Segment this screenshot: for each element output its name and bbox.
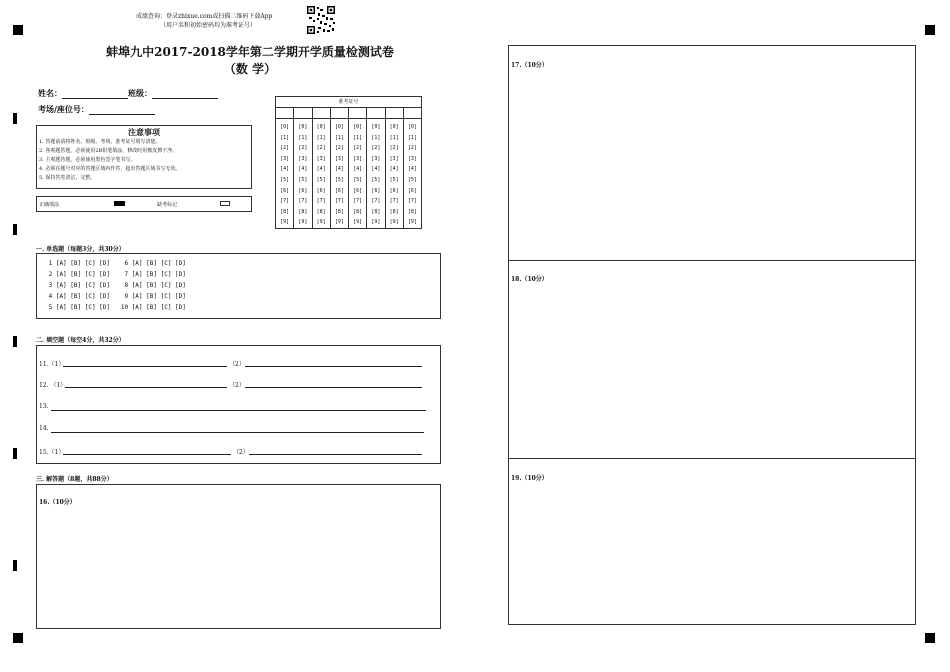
ticket-digit-bubble[interactable]: [7] [389, 198, 399, 205]
ticket-digit-bubble[interactable]: [9] [334, 219, 344, 226]
ticket-digit-bubble[interactable]: [4] [298, 166, 308, 173]
q12-label2: （2） [229, 382, 245, 389]
ticket-digit-bubble[interactable]: [4] [407, 166, 417, 173]
ticket-write-cells[interactable] [276, 108, 421, 119]
note-item: 5. 保持答卷清洁、完整。 [39, 175, 96, 181]
ticket-digit-bubble[interactable]: [3] [298, 155, 308, 162]
q19-answer-box[interactable] [509, 459, 915, 624]
ticket-digit-bubble[interactable]: [1] [334, 134, 344, 141]
ticket-digit-bubble[interactable]: [6] [280, 187, 290, 194]
q19-label: 19.（10分） [511, 475, 548, 482]
ticket-digit-bubble[interactable]: [2] [407, 145, 417, 152]
q13-blank[interactable] [51, 410, 426, 411]
ticket-digit-bubble[interactable]: [9] [389, 219, 399, 226]
ticket-digit-column[interactable] [349, 119, 367, 228]
corner-marker-bl [13, 633, 23, 643]
ticket-digit-bubble[interactable]: [3] [280, 155, 290, 162]
ticket-digit-bubble[interactable]: [2] [316, 145, 326, 152]
ticket-digit-bubble[interactable]: [3] [407, 155, 417, 162]
ticket-digit-bubble[interactable]: [5] [316, 176, 326, 183]
section3-title: 三. 解答题（8题，共88分） [36, 476, 113, 483]
ticket-digit-bubble[interactable]: [4] [389, 166, 399, 173]
multiple-choice-box[interactable] [36, 253, 441, 319]
ticket-digit-bubble[interactable]: [2] [389, 145, 399, 152]
ticket-digit-bubble[interactable]: [8] [407, 208, 417, 215]
ticket-digit-bubble[interactable]: [6] [371, 187, 381, 194]
q15-label2: （2） [233, 449, 249, 456]
ticket-digit-bubble[interactable]: [6] [353, 187, 363, 194]
correct-fill-mark-icon [114, 201, 125, 206]
q18-answer-box[interactable] [509, 260, 915, 459]
q15-label: 15.（1） [39, 449, 65, 456]
ticket-digit-bubble[interactable]: [5] [353, 176, 363, 183]
q18-label: 18.（10分） [511, 276, 548, 283]
ticket-digit-bubble[interactable]: [3] [371, 155, 381, 162]
ticket-digit-bubble[interactable]: [8] [316, 208, 326, 215]
ticket-digit-bubble[interactable]: [0] [298, 124, 308, 130]
timing-bar [13, 113, 17, 124]
ticket-digit-bubble[interactable]: [6] [316, 187, 326, 194]
ticket-digit-bubble[interactable]: [6] [334, 187, 344, 194]
ticket-digit-bubble[interactable]: [4] [334, 166, 344, 173]
ticket-digit-bubble[interactable]: [1] [353, 134, 363, 141]
choice-row[interactable]: 3 [A] [B] [C] [D] 8 [A] [B] [C] [D] [45, 282, 186, 289]
ticket-digit-bubble[interactable]: [2] [371, 145, 381, 152]
q11-label2: （2） [229, 361, 245, 368]
ticket-digit-bubble[interactable]: [3] [316, 155, 326, 162]
admission-ticket-grid[interactable] [275, 96, 422, 229]
q11-blank1[interactable] [63, 366, 227, 367]
ticket-digit-bubble[interactable]: [9] [316, 219, 326, 226]
corner-marker-tr [925, 25, 935, 35]
room-seat-label: 考场/座位号： [38, 104, 89, 114]
ticket-digit-bubble[interactable]: [8] [334, 208, 344, 215]
q15-blank1[interactable] [63, 454, 231, 455]
exam-subject: （数 学） [223, 62, 277, 76]
ticket-digit-bubble[interactable]: [3] [353, 155, 363, 162]
fill-blank-box[interactable] [36, 345, 441, 464]
score-query-notice: 成绩查询：登录zhixue.com或扫描二维码下载App [136, 13, 273, 20]
notes-box [36, 125, 252, 189]
ticket-digit-bubble[interactable]: [9] [280, 219, 290, 226]
ticket-digit-bubble[interactable]: [7] [298, 198, 308, 205]
corner-marker-tl [13, 25, 23, 35]
ticket-digit-bubble[interactable]: [7] [334, 198, 344, 205]
ticket-digit-bubble[interactable]: [5] [407, 176, 417, 183]
q16-label: 16.（10分） [39, 499, 76, 506]
ticket-digit-bubble[interactable]: [5] [298, 176, 308, 183]
ticket-digit-bubble[interactable]: [0] [389, 124, 399, 130]
ticket-digit-bubble[interactable]: [2] [353, 145, 363, 152]
notes-title: 注意事项 [128, 127, 160, 137]
ticket-digit-bubble[interactable]: [0] [280, 124, 290, 130]
ticket-header: 准考证号 [276, 97, 421, 108]
ticket-digit-bubble[interactable]: [8] [389, 208, 399, 215]
ticket-digit-bubble[interactable]: [0] [353, 124, 363, 130]
ticket-digit-bubble[interactable]: [2] [280, 145, 290, 152]
ticket-digit-bubble[interactable]: [6] [407, 187, 417, 194]
note-item: 4. 必须在题号对应的答题区域内作答，超出答题区域书写无效。 [39, 166, 181, 172]
ticket-digit-column[interactable] [367, 119, 385, 228]
missing-exam-checkbox[interactable] [220, 201, 230, 206]
ticket-digit-bubble[interactable]: [0] [316, 124, 326, 130]
q17-answer-box[interactable] [509, 46, 915, 261]
ticket-digit-bubble[interactable]: [4] [371, 166, 381, 173]
ticket-digit-bubble[interactable]: [7] [407, 198, 417, 205]
ticket-digit-bubble[interactable]: [5] [334, 176, 344, 183]
ticket-digit-column[interactable] [313, 119, 331, 228]
ticket-digit-bubble[interactable]: [9] [371, 219, 381, 226]
ticket-digit-bubble[interactable]: [0] [334, 124, 344, 130]
timing-bar [13, 448, 17, 459]
note-item: 3. 主观题答题，必须使用黑色签字笔书写。 [39, 157, 136, 163]
timing-bar [13, 336, 17, 347]
section2-title: 二. 填空题（每空4分，共32分） [36, 337, 125, 344]
ticket-digit-bubble[interactable]: [6] [298, 187, 308, 194]
ticket-digit-bubble[interactable]: [2] [298, 145, 308, 152]
ticket-digit-bubble[interactable]: [5] [280, 176, 290, 183]
q12-label: 12. （1） [39, 382, 67, 389]
missing-exam-label: 缺考标记 [157, 202, 178, 208]
corner-marker-br [925, 633, 935, 643]
fill-example-box [36, 196, 252, 212]
correct-fill-label: 正确填涂 [39, 202, 60, 208]
ticket-digit-bubble[interactable]: [9] [353, 219, 363, 226]
ticket-digit-bubble[interactable]: [8] [371, 208, 381, 215]
ticket-digit-bubble[interactable]: [1] [280, 134, 290, 141]
ticket-digit-bubble[interactable]: [0] [407, 124, 417, 130]
login-notice: （用户名和初始密码均为准考证号） [160, 22, 257, 29]
ticket-digit-bubble[interactable]: [1] [371, 134, 381, 141]
ticket-digit-bubble[interactable]: [9] [407, 219, 417, 226]
choice-row[interactable]: 5 [A] [B] [C] [D] 10 [A] [B] [C] [D] [45, 304, 186, 311]
ticket-digit-bubble[interactable]: [7] [371, 198, 381, 205]
ticket-digit-bubble[interactable]: [4] [280, 166, 290, 173]
ticket-digit-bubble[interactable]: [4] [316, 166, 326, 173]
ticket-digit-column[interactable] [404, 119, 421, 228]
ticket-digit-bubble[interactable]: [1] [407, 134, 417, 141]
q12-blank2[interactable] [245, 387, 422, 388]
note-item: 2. 客观题答题，必须使用2B铅笔填涂，修改时用橡皮擦干净。 [39, 148, 178, 154]
ticket-digit-bubble[interactable]: [7] [316, 198, 326, 205]
name-label: 姓名： [38, 88, 62, 98]
right-answer-area [508, 45, 916, 625]
ticket-digit-bubble[interactable]: [1] [316, 134, 326, 141]
ticket-digit-column[interactable] [331, 119, 349, 228]
q11-blank2[interactable] [245, 366, 422, 367]
ticket-digit-bubble[interactable]: [6] [389, 187, 399, 194]
ticket-bubble-columns[interactable] [276, 119, 421, 228]
ticket-digit-bubble[interactable]: [8] [353, 208, 363, 215]
q16-answer-box[interactable] [36, 484, 441, 629]
room-seat-field[interactable] [38, 104, 155, 115]
ticket-digit-column[interactable] [294, 119, 312, 228]
ticket-digit-bubble[interactable]: [0] [371, 124, 381, 130]
q13-label: 13. [39, 403, 49, 410]
ticket-digit-bubble[interactable]: [2] [334, 145, 344, 152]
note-item: 1. 答题前请将姓名、班级、考场、准考证号填写清楚。 [39, 139, 161, 145]
ticket-digit-bubble[interactable]: [3] [389, 155, 399, 162]
choice-row[interactable]: 1 [A] [B] [C] [D] 6 [A] [B] [C] [D] [45, 260, 186, 267]
choice-row[interactable]: 2 [A] [B] [C] [D] 7 [A] [B] [C] [D] [45, 271, 186, 278]
q14-blank[interactable] [51, 432, 424, 433]
timing-bar [13, 560, 17, 571]
ticket-digit-bubble[interactable]: [7] [280, 198, 290, 205]
q12-blank1[interactable] [65, 387, 227, 388]
name-field[interactable] [38, 88, 218, 99]
ticket-digit-column[interactable] [386, 119, 404, 228]
choice-row[interactable]: 4 [A] [B] [C] [D] 9 [A] [B] [C] [D] [45, 293, 186, 300]
section1-title: 一. 单选题（每题3分，共30分） [36, 246, 125, 253]
ticket-digit-bubble[interactable]: [8] [280, 208, 290, 215]
q17-label: 17.（10分） [511, 62, 548, 69]
notes-list [37, 138, 251, 183]
exam-title: 蚌埠九中2017-2018学年第二学期开学质量检测试卷 [106, 45, 394, 59]
qr-code-icon [306, 5, 336, 35]
timing-bar [13, 224, 17, 235]
q15-blank2[interactable] [249, 454, 422, 455]
ticket-digit-bubble[interactable]: [4] [353, 166, 363, 173]
ticket-digit-column[interactable] [276, 119, 294, 228]
ticket-digit-bubble[interactable]: [7] [353, 198, 363, 205]
class-label: 班级： [128, 88, 152, 98]
ticket-digit-bubble[interactable]: [1] [298, 134, 308, 141]
ticket-digit-bubble[interactable]: [1] [389, 134, 399, 141]
ticket-digit-bubble[interactable]: [3] [334, 155, 344, 162]
ticket-digit-bubble[interactable]: [8] [298, 208, 308, 215]
ticket-digit-bubble[interactable]: [5] [371, 176, 381, 183]
ticket-digit-bubble[interactable]: [5] [389, 176, 399, 183]
q11-label: 11.（1） [39, 361, 65, 368]
q14-label: 14. [39, 425, 49, 432]
ticket-digit-bubble[interactable]: [9] [298, 219, 308, 226]
